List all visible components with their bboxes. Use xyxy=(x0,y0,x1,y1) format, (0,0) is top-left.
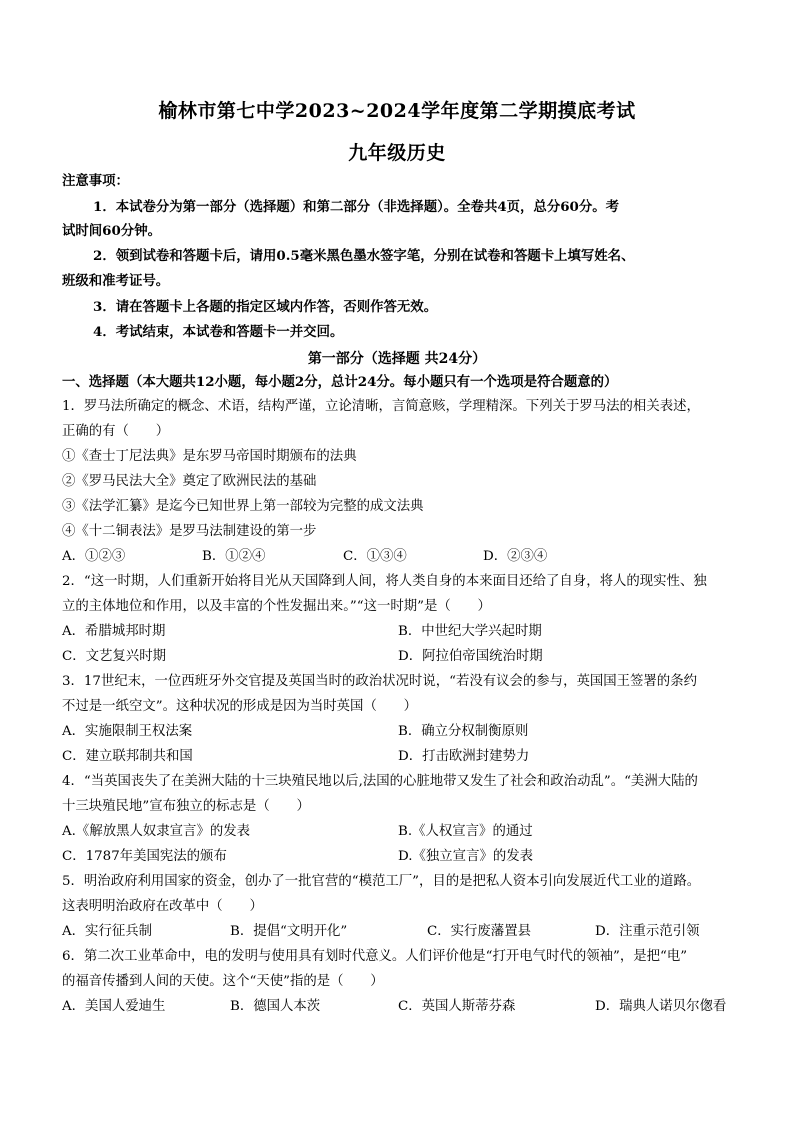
q6-option-c: C．英国人斯蒂芬森 xyxy=(398,999,516,1014)
notice-item-1a: 1．本试卷分为第一部分（选择题）和第二部分（非选择题）。全卷共4页，总分60分。考 xyxy=(93,199,620,215)
q1-statement-1: ①《查士丁尼法典》是东罗马帝国时期颁布的法典 xyxy=(62,449,357,464)
q4-option-a: A.《解放黑人奴隶宣言》的发表 xyxy=(62,824,251,839)
q3-option-b: B．确立分权制衡原则 xyxy=(398,724,529,739)
notice-item-2b: 班级和准考证号。 xyxy=(62,273,170,289)
q5-option-d: D．注重示范引领 xyxy=(595,924,700,939)
q6-stem-line2: 的福音传播到人间的天使。这个“天使”指的是（ ） xyxy=(62,974,384,989)
q2-stem-line1: 2．“这一时期，人们重新开始将目光从天国降到人间，将人类自身的本来面目还给了自身，将人的现实性、独 xyxy=(62,574,707,589)
q5-stem-line2: 这表明明治政府在改革中（ ） xyxy=(62,899,263,914)
q1-option-c: C．①③④ xyxy=(343,549,407,564)
q1-option-d: D．②③④ xyxy=(483,549,548,564)
q1-statement-3: ③《法学汇纂》是迄今已知世界上第一部较为完整的成文法典 xyxy=(62,499,424,514)
q5-option-a: A．实行征兵制 xyxy=(62,924,153,939)
q6-option-b: B．德国人本茨 xyxy=(230,999,321,1014)
q2-option-a: A．希腊城邦时期 xyxy=(62,624,166,639)
q4-option-d: D.《独立宣言》的发表 xyxy=(398,849,534,864)
q1-option-b: B．①②④ xyxy=(202,549,266,564)
q6-option-d: D．瑞典人诺贝尔偬看 xyxy=(595,999,727,1014)
q4-option-c: C．1787年美国宪法的颁布 xyxy=(62,849,227,864)
section-instructions: 一、选择题（本大题共12小题，每小题2分，总计24分。每小题只有一个选项是符合题意的） xyxy=(62,374,618,390)
notice-item-3: 3．请在答题卡上各题的指定区域内作答，否则作答无效。 xyxy=(93,299,438,315)
q4-stem-line1: 4．“当英国丧失了在美洲大陆的十三块殖民地以后,法国的心脏地带又发生了社会和政治动乱”。“美洲大陆的 xyxy=(62,774,698,789)
q1-stem-line2: 正确的有（ ） xyxy=(62,424,170,439)
notice-item-2a: 2．领到试卷和答题卡后，请用0.5毫米黑色墨水签字笔，分别在试卷和答题卡上填写姓名、 xyxy=(93,248,635,264)
q3-option-d: D．打击欧洲封建势力 xyxy=(398,749,530,764)
q2-stem-line2: 立的主体地位和作用，以及丰富的个性发掘出来。”“这一时期”是（ ） xyxy=(62,599,491,614)
q2-option-c: C．文艺复兴时期 xyxy=(62,649,166,664)
q1-statement-4: ④《十二铜表法》是罗马法制建设的第一步 xyxy=(62,524,317,539)
q3-stem-line2: 不过是一纸空文”。这种状况的形成是因为当时英国（ ） xyxy=(62,699,417,714)
q2-option-d: D．阿拉伯帝国统治时期 xyxy=(398,649,543,664)
q3-stem-line1: 3．17世纪末，一位西班牙外交官提及英国当时的政治状况时说，“若没有议会的参与，英国国王签署的条约 xyxy=(62,674,697,689)
q1-option-a: A．①②③ xyxy=(62,549,126,564)
q6-stem-line1: 6．第二次工业革命中，电的发明与使用具有划时代意义。人们评价他是“打开电气时代的领袖”，是把“电” xyxy=(62,949,688,964)
q4-stem-line2: 十三块殖民地”宣布独立的标志是（ ） xyxy=(62,799,310,814)
section-title: 第一部分（选择题 共24分） xyxy=(307,351,487,367)
exam-subject: 九年级历史 xyxy=(348,142,446,164)
exam-title: 榆林市第七中学2023~2024学年度第二学期摸底考试 xyxy=(158,100,636,122)
notice-heading: 注意事项： xyxy=(62,173,129,189)
q2-option-b: B．中世纪大学兴起时期 xyxy=(398,624,542,639)
notice-item-4: 4．考试结束，本试卷和答题卡一并交回。 xyxy=(93,324,344,340)
notice-item-1b: 试时间60分钟。 xyxy=(62,223,161,239)
q6-option-a: A．美国人爱迪生 xyxy=(62,999,166,1014)
q1-statement-2: ②《罗马民法大全》奠定了欧洲民法的基础 xyxy=(62,474,317,489)
q1-stem-line1: 1．罗马法所确定的概念、术语，结构严谨，立论清晰，言简意赅，学理精深。下列关于罗马法的相关表述， xyxy=(62,399,700,414)
q5-option-c: C．实行废藩置县 xyxy=(427,924,531,939)
q5-option-b: B．提倡“文明开化” xyxy=(230,924,348,939)
q3-option-c: C．建立联邦制共和国 xyxy=(62,749,193,764)
q5-stem-line1: 5．明治政府利用国家的资金，创办了一批官营的“模范工厂”，目的是把私人资本引向发展近代工业的道路。 xyxy=(62,874,701,889)
q4-option-b: B.《人权宣言》的通过 xyxy=(398,824,533,839)
q3-option-a: A．实施限制王权法案 xyxy=(62,724,193,739)
